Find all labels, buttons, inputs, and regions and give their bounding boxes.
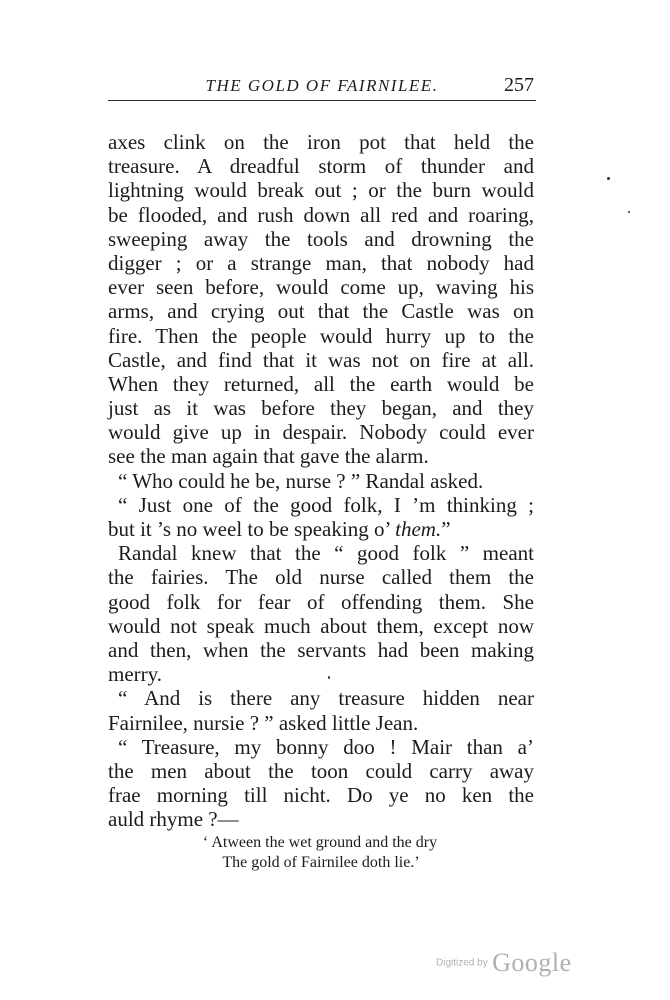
text-line: auld rhyme ?—: [108, 807, 239, 832]
text-line: Randal knew that the “ good folk ” meant: [118, 541, 534, 566]
text-line: sweeping away the tools and drowning the: [108, 226, 534, 251]
text-line: frae morning till nicht. Do ye no ken the: [108, 783, 534, 808]
text-line: “ Who could he be, nurse ? ” Randal asked.: [118, 468, 484, 493]
ink-speck: [607, 177, 610, 180]
text-line: merry.: [108, 662, 163, 687]
running-head: [108, 72, 536, 101]
text-line: treasure. A dreadful storm of thunder and: [108, 154, 534, 179]
text-line: fire. Then the people would hurry up to the: [108, 323, 534, 348]
emphasis-text: them.: [395, 517, 442, 541]
text-line: Fairnilee, nursie ? ” asked little Jean.: [108, 710, 419, 735]
text-line: would not speak much about them, except now: [108, 613, 534, 638]
text-line: “ And is there any treasure hidden near: [118, 686, 534, 711]
running-title: THE GOLD OF FAIRNILEE.: [205, 76, 439, 95]
text-line: good folk for fear of offending them. She: [108, 589, 534, 614]
text-line: “ Just one of the good folk, I ’m thinking ;: [118, 492, 534, 517]
verse-line: The gold of Fairnilee doth lie.’: [222, 854, 420, 871]
verse-line: ‘ Atween the wet ground and the dry: [202, 834, 438, 851]
text-line: the men about the toon could carry away: [108, 758, 534, 783]
watermark-prefix: Digitized by: [436, 957, 488, 969]
text-line: [108, 517, 534, 541]
text-line: “ Treasure, my bonny doo ! Mair than a’: [118, 734, 534, 759]
page-number: 257: [504, 74, 534, 96]
ink-speck: [328, 676, 330, 679]
text-line: When they returned, all the earth would be: [108, 371, 534, 396]
text-line: ever seen before, would come up, waving his: [108, 275, 534, 300]
text-line: would give up in despair. Nobody could ever: [108, 420, 534, 445]
closing-quote: ”: [441, 517, 451, 541]
verse-quote: [108, 833, 534, 873]
text-line: arms, and crying out that the Castle was on: [108, 299, 534, 324]
ink-speck: [628, 211, 630, 213]
body-text: [108, 130, 534, 831]
text-line: and then, when the servants had been making: [108, 637, 534, 662]
text-line: digger ; or a strange man, that nobody had: [108, 250, 534, 275]
text-line: just as it was before they began, and they: [108, 396, 534, 421]
text-line: see the man again that gave the alarm.: [108, 444, 429, 469]
text-line: be flooded, and rush down all red and roaring,: [108, 202, 534, 227]
google-logo: Google: [492, 948, 572, 977]
text-line: Castle, and find that it was not on fire at all.: [108, 347, 534, 372]
text-segment: but it ’s no weel to be speaking o’: [108, 517, 396, 541]
text-line: axes clink on the iron pot that held the: [108, 130, 534, 154]
digitized-watermark: [436, 948, 572, 978]
text-line: lightning would break out ; or the burn would: [108, 178, 534, 203]
text-line: the fairies. The old nurse called them the: [108, 565, 534, 590]
